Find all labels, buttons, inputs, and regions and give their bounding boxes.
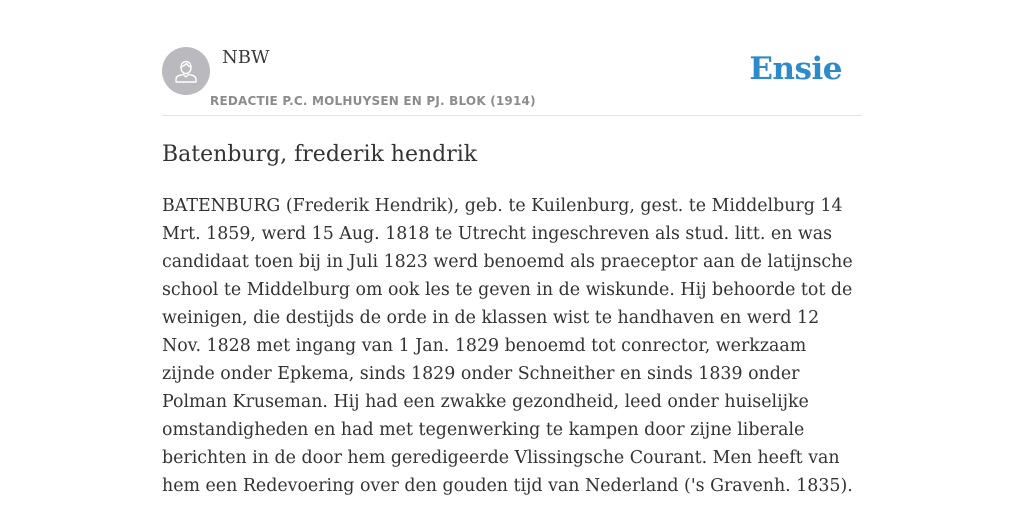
author-name[interactable]: NBW: [222, 47, 270, 68]
article-header: [162, 0, 862, 116]
article-body: BATENBURG (Frederik Hendrik), geb. te Kuilenburg, gest. te Middelburg 14 Mrt. 1859, werd 15 Aug. 1818 te Utrecht ingeschreven als stud. litt. en was candidaat toen bij in Juli 1823 werd benoemd als praeceptor aan de latijnsche school te Middelburg om ook les te geven in de wiskunde. Hij behoorde tot de weinigen, die destijds de orde in de klassen wist te handhaven en werd 12 Nov. 1828 met ingang van 1 Jan. 1829 benoemd tot conrector, werkzaam zijnde onder Epkema, sinds 1829 onder Schneither en sinds 1839 onder Polman Kruseman. Hij had een zwakke gezondheid, leed onder huiselijke omstandigheden en had met tegenwerking te kampen door zijne liberale berichten in de door hem geredigeerde Vlissingsche Courant. Men heeft van hem een Redevoering over den gouden tijd van Nederland ('s Gravenh. 1835).: [162, 196, 853, 496]
user-icon: [172, 57, 200, 85]
avatar[interactable]: [162, 47, 210, 95]
ensie-logo[interactable]: Ensie: [749, 51, 842, 87]
article-title: Batenburg, frederik hendrik: [162, 142, 478, 167]
article-page: [162, 0, 862, 496]
source-subtitle: REDACTIE P.C. MOLHUYSEN EN PJ. BLOK (1914): [210, 94, 536, 108]
